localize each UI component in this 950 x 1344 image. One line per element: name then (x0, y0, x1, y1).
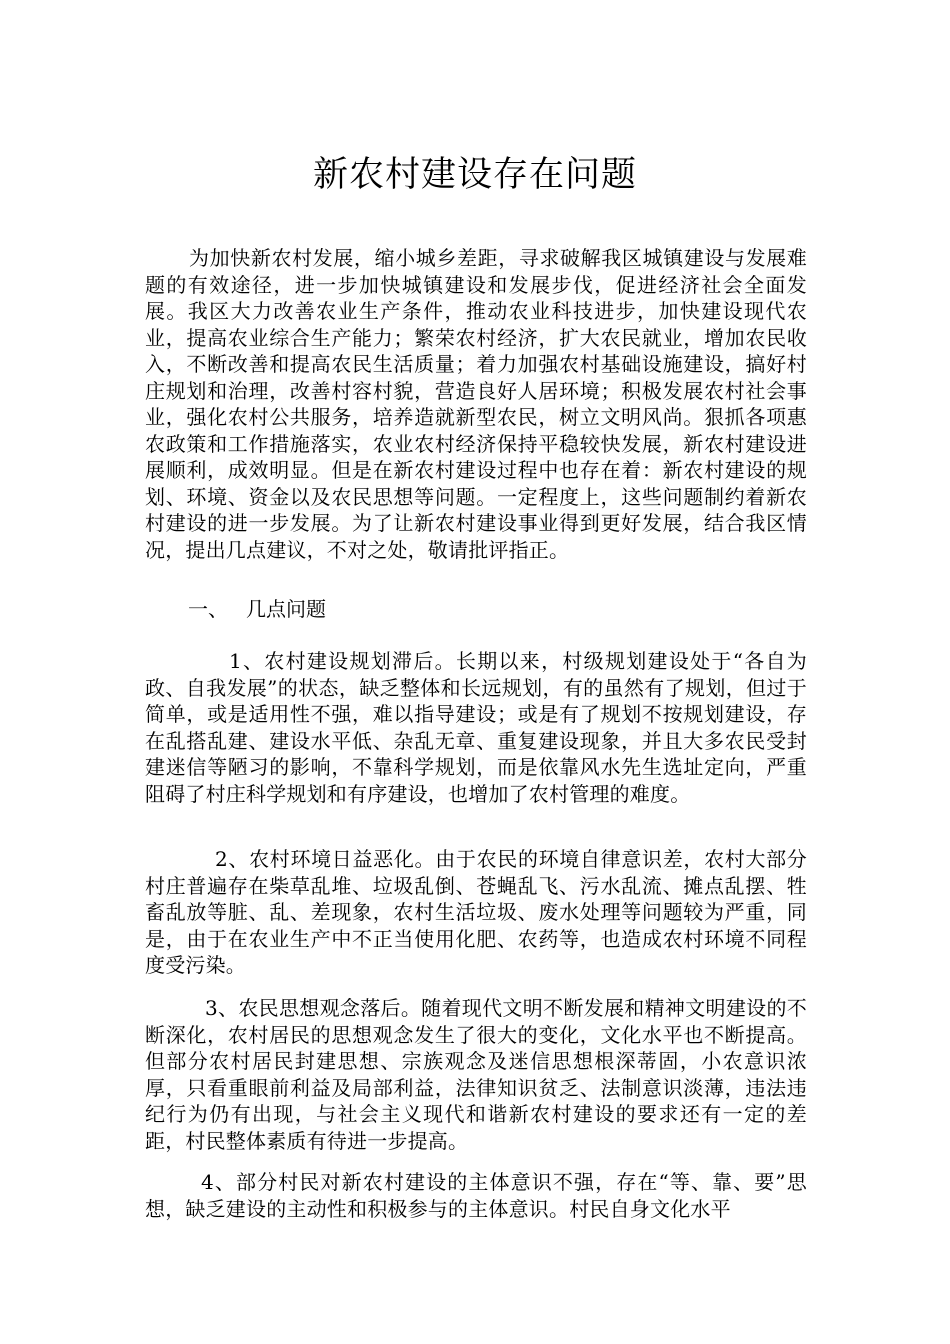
section-number: 一、 (188, 597, 228, 621)
intro-paragraph: 为加快新农村发展，缩小城乡差距，寻求破解我区城镇建设与发展难题的有效途径，进一步加快城镇建设和发展步伐，促进经济社会全面发展。我区大力改善农业生产条件，推动农业科技进步，加快建设现代农业，提高农业综合生产能力；繁荣农村经济，扩大农民就业，增加农民收入，不断改善和提高农民生活质量；着力加强农村基础设施建设，搞好村庄规划和治理，改善村容村貌，营造良好人居环境；积极发展农村社会事业，强化农村公共服务，培养造就新型农民，树立文明风尚。狠抓各项惠农政策和工作措施落实，农业农村经济保持平稳较快发展，新农村建设进展顺利，成效明显。但是在新农村建设过程中也存在着：新农村建设的规划、环境、资金以及农民思想等问题。一定程度上，这些问题制约着新农村建设的进一步发展。为了让新农村建设事业得到更好发展，结合我区情况，提出几点建议，不对之处，敬请批评指正。 (145, 246, 807, 562)
problem-paragraph-1: 1、农村建设规划滞后。长期以来，村级规划建设处于“各自为政、自我发展”的状态，缺乏整体和长远规划，有的虽然有了规划，但过于简单，或是适用性不强，难以指导建设；或是有了规划不按规划建设，存在乱搭乱建、建设水平低、杂乱无章、重复建设现象，并且大多农民受封建迷信等陋习的影响，不靠科学规划，而是依靠风水先生选址定向，严重阻碍了村庄科学规划和有序建设，也增加了农村管理的难度。 (145, 649, 807, 806)
section-title: 几点问题 (246, 597, 326, 621)
document-title: 新农村建设存在问题 (312, 155, 637, 195)
section-heading (188, 596, 326, 622)
problem-paragraph-4: 4、部分村民对新农村建设的主体意识不强，存在“等、靠、要”思想，缺乏建设的主动性和积极参与的主体意识。村民自身文化水平 (145, 1170, 807, 1221)
problem-paragraph-2: 2、农村环境日益恶化。由于农民的环境自律意识差，农村大部分村庄普遍存在柴草乱堆、垃圾乱倒、苍蝇乱飞、污水乱流、摊点乱摆、牲畜乱放等脏、乱、差现象，农村生活垃圾、废水处理等问题较为严重，同是，由于在农业生产中不正当使用化肥、农药等，也造成农村环境不同程度受污染。 (145, 847, 807, 977)
problem-paragraph-3: 3、农民思想观念落后。随着现代文明不断发展和精神文明建设的不断深化，农村居民的思想观念发生了很大的变化，文化水平也不断提高。但部分农村居民封建思想、宗族观念及迷信思想根深蒂固，小农意识浓厚，只看重眼前利益及局部利益，法律知识贫乏、法制意识淡薄，违法违纪行为仍有出现，与社会主义现代和谐新农村建设的要求还有一定的差距，村民整体素质有待进一步提高。 (145, 996, 807, 1153)
